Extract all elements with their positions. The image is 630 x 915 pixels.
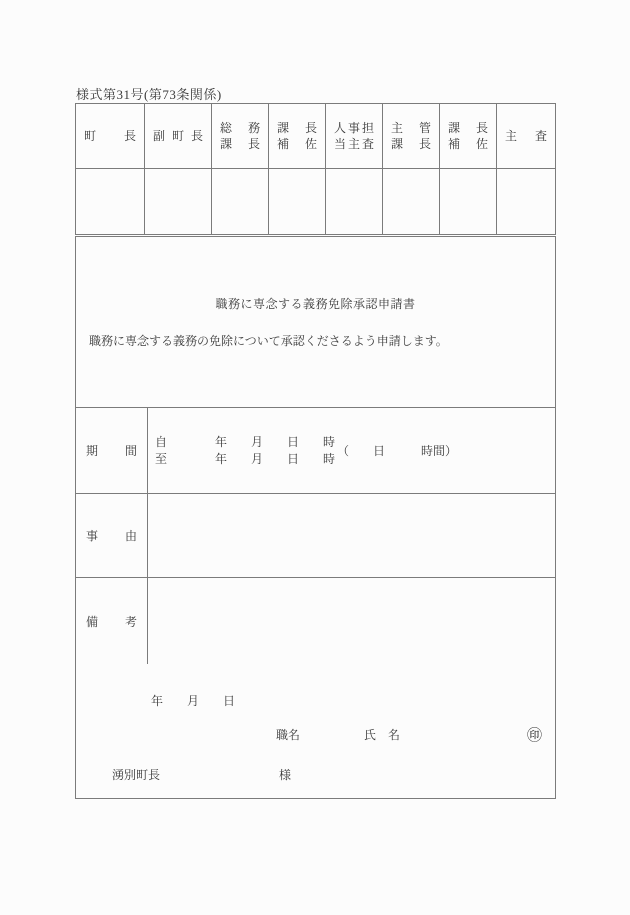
stamp-header-general-affairs-chief [212,104,269,169]
stamp-header-label: 課長 [277,121,317,135]
remarks-value-cell [148,578,555,664]
stamp-header-label: 課長 [448,121,488,135]
stamp-header-label: 補佐 [277,137,317,151]
period-date-lines [155,434,335,468]
approval-stamp-table [75,103,556,235]
request-statement: 職務に専念する義務の免除について承認くださるよう申請します。 [89,334,448,348]
reason-row [76,493,555,577]
stamp-box-general-affairs-chief [212,169,269,234]
name-label: 氏 名 [364,728,401,742]
stamp-box-senior-staff [497,169,555,234]
seal-mark-icon: ㊞ [526,728,542,744]
signature-line [76,724,555,745]
reason-label-cell [76,494,148,577]
application-form-box [75,236,556,799]
stamp-header-personnel-officer [326,104,383,169]
remarks-label-cell [76,578,148,664]
stamp-header-label: 課長 [220,137,260,151]
stamp-header-deputy-mayor [145,104,212,169]
stamp-header-deputy-section-chief-2 [440,104,497,169]
period-value-cell [148,408,555,493]
date-line: 年 月 日 [151,694,236,708]
form-number-caption: 様式第31号(第73条関係) [76,87,222,102]
remarks-label: 備考 [86,614,137,629]
addressee-name: 湧別町長 [112,768,161,782]
stamp-header-label: 当主査 [334,137,374,151]
stamp-box-deputy-section-chief [269,169,326,234]
reason-label: 事由 [86,529,137,543]
period-label: 期間 [86,444,137,458]
stamp-header-mayor [76,104,145,169]
period-duration-note: （ 日 時間） [337,444,458,458]
stamp-header-label: 副町長 [153,129,203,143]
stamp-header-deputy-section-chief [269,104,326,169]
addressee-line [94,751,291,798]
stamp-header-senior-staff [497,104,555,169]
stamp-header-label: 総務 [220,121,260,135]
signature-section [76,664,555,798]
reason-value-cell [148,494,555,577]
period-from-line: 自 年 月 日 時 [155,434,336,449]
title-section [76,237,555,407]
stamp-header-label: 課長 [391,137,431,151]
stamp-box-deputy-section-chief-2 [440,169,497,234]
stamp-header-supervising-section-chief [383,104,440,169]
stamp-header-label: 主管 [391,121,431,135]
stamp-header-label: 人事担 [334,121,374,135]
stamp-box-supervising-section-chief [383,169,440,234]
stamp-box-deputy-mayor [145,169,212,234]
period-to-line: 至 年 月 日 時 [155,451,336,466]
remarks-row [76,577,555,664]
stamp-box-personnel-officer [326,169,383,234]
honorific-label: 様 [279,768,292,782]
stamp-header-label: 主査 [505,129,547,143]
document-title: 職務に専念する義務免除承認申請書 [215,297,416,311]
stamp-header-label: 町長 [84,129,136,143]
stamp-header-label: 補佐 [448,137,488,151]
period-label-cell [76,408,148,493]
stamp-box-mayor [76,169,145,234]
period-row [76,407,555,493]
position-label: 職名 [276,728,301,742]
